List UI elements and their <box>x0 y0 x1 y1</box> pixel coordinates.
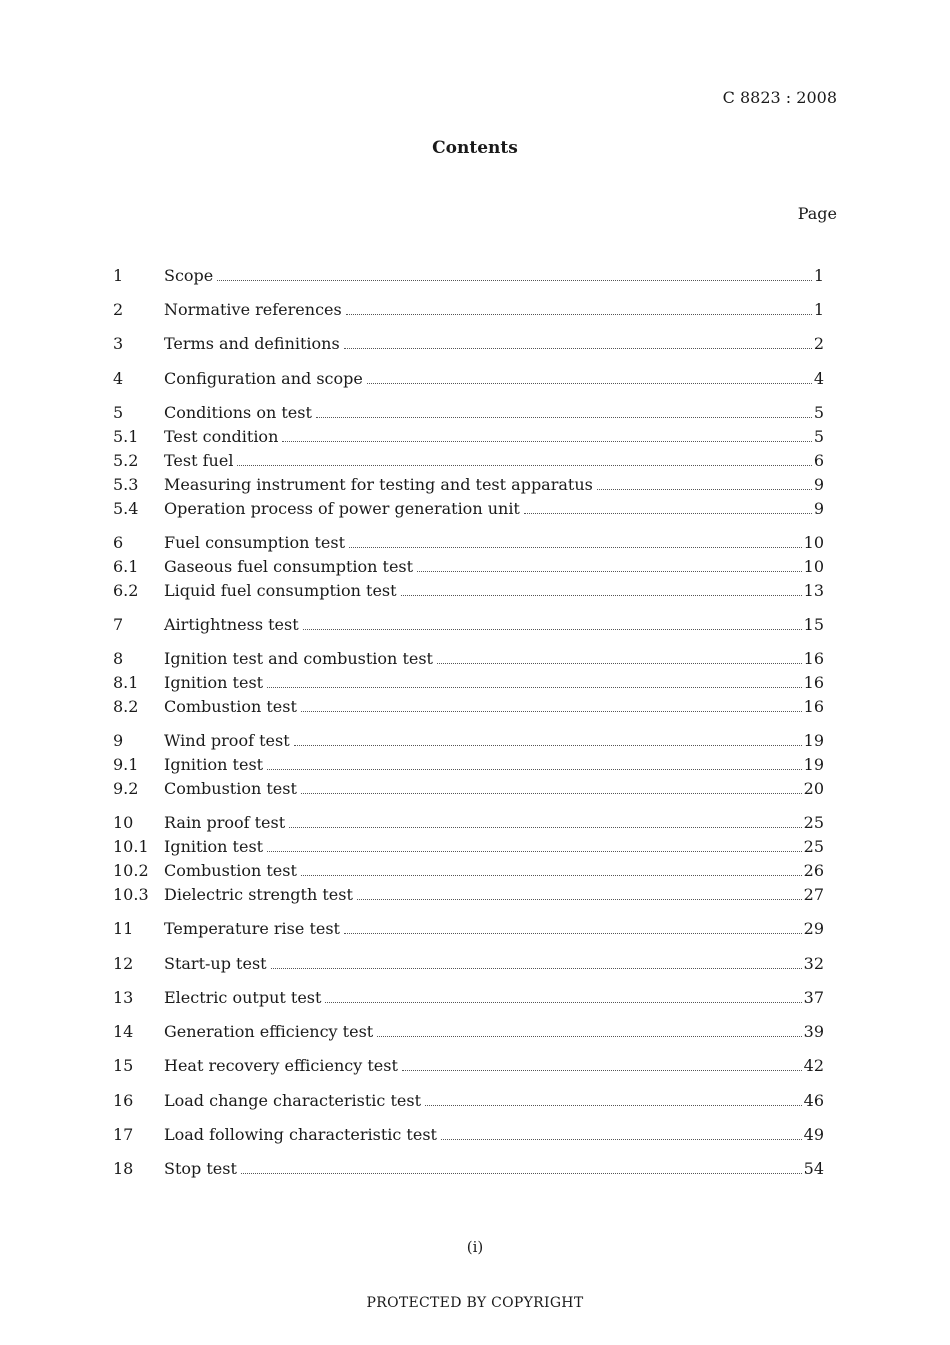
toc-entry[interactable] <box>113 859 824 883</box>
toc-entry-number: 5 <box>113 403 124 422</box>
toc-entry-page: 32 <box>803 954 824 973</box>
toc-entry-label: Configuration and scope <box>164 369 363 388</box>
toc-entry-number: 10.2 <box>113 861 149 880</box>
toc-entry-label: Stop test <box>164 1159 237 1178</box>
toc-entry-label: Measuring instrument for testing and test apparatus <box>164 475 593 494</box>
dot-leader <box>303 628 802 630</box>
toc-entry-page: 2 <box>813 334 824 353</box>
toc-entry-page: 4 <box>813 369 824 388</box>
toc-entry[interactable] <box>113 671 824 695</box>
toc-entry[interactable] <box>113 952 824 976</box>
toc-entry-label: Dielectric strength test <box>164 885 353 904</box>
toc-entry-label: Start-up test <box>164 954 267 973</box>
toc-entry-page: 29 <box>803 919 824 938</box>
toc-entry-label: Gaseous fuel consumption test <box>164 557 414 576</box>
toc-entry[interactable] <box>113 613 824 637</box>
toc-entry-label: Ignition test <box>164 755 264 774</box>
toc-entry-number: 1 <box>113 266 124 285</box>
toc-entry-number: 16 <box>113 1091 134 1110</box>
toc-entry-number: 11 <box>113 919 134 938</box>
dot-leader <box>349 546 802 548</box>
toc-entry-label: Scope <box>164 266 214 285</box>
toc-entry[interactable] <box>113 449 824 473</box>
toc-entry-label: Airtightness test <box>164 615 299 634</box>
dot-leader <box>289 826 801 828</box>
toc-entry-number: 5.4 <box>113 499 139 518</box>
dot-leader <box>597 488 812 490</box>
toc-entry[interactable] <box>113 777 824 801</box>
toc-entry-label: Test fuel <box>164 451 234 470</box>
toc-entry[interactable] <box>113 579 824 603</box>
dot-leader <box>294 744 802 746</box>
toc-entry-number: 9.2 <box>113 779 139 798</box>
toc-entry[interactable] <box>113 1157 824 1181</box>
toc-entry-number: 8 <box>113 649 124 668</box>
toc-entry-number: 5.1 <box>113 427 139 446</box>
toc-entry[interactable] <box>113 753 824 777</box>
toc-entry[interactable] <box>113 695 824 719</box>
toc-entry-label: Combustion test <box>164 861 297 880</box>
dot-leader <box>301 710 802 712</box>
toc-entry-page: 13 <box>803 581 824 600</box>
toc-entry-page: 5 <box>813 427 824 446</box>
toc-entry-number: 17 <box>113 1125 134 1144</box>
toc-entry-label: Liquid fuel consumption test <box>164 581 397 600</box>
dot-leader <box>377 1035 801 1037</box>
toc-entry-label: Load change characteristic test <box>164 1091 421 1110</box>
toc-entry-page: 26 <box>803 861 824 880</box>
toc-entry-page: 20 <box>803 779 824 798</box>
toc-entry-number: 15 <box>113 1056 134 1075</box>
dot-leader <box>402 1069 802 1071</box>
toc-entry-number: 6 <box>113 533 124 552</box>
toc-entry-number: 5.2 <box>113 451 139 470</box>
dot-leader <box>524 512 812 514</box>
toc-entry-label: Temperature rise test <box>164 919 340 938</box>
toc-entry-label: Test condition <box>164 427 279 446</box>
toc-entry[interactable] <box>113 555 824 579</box>
toc-entry[interactable] <box>113 1020 824 1044</box>
toc-entry[interactable] <box>113 497 824 521</box>
toc-entry-page: 1 <box>813 266 824 285</box>
toc-entry-number: 10.1 <box>113 837 149 856</box>
dot-leader <box>301 874 802 876</box>
toc-entry-page: 39 <box>803 1022 824 1041</box>
page-column-label: Page <box>797 204 837 223</box>
toc-entry[interactable] <box>113 531 824 555</box>
toc-entry-number: 7 <box>113 615 124 634</box>
toc-entry[interactable] <box>113 264 824 288</box>
toc-entry-page: 16 <box>803 673 824 692</box>
dot-leader <box>417 570 802 572</box>
toc-entry[interactable] <box>113 647 824 671</box>
toc-entry-number: 8.1 <box>113 673 139 692</box>
toc-entry[interactable] <box>113 425 824 449</box>
dot-leader <box>401 594 802 596</box>
dot-leader <box>237 464 811 466</box>
toc-entry-page: 42 <box>803 1056 824 1075</box>
toc-entry[interactable] <box>113 1123 824 1147</box>
toc-entry-number: 6.2 <box>113 581 139 600</box>
toc-entry-label: Electric output test <box>164 988 322 1007</box>
toc-entry[interactable] <box>113 1089 824 1113</box>
toc-entry[interactable] <box>113 729 824 753</box>
dot-leader <box>301 792 802 794</box>
toc-entry-page: 25 <box>803 813 824 832</box>
toc-entry-number: 5.3 <box>113 475 139 494</box>
toc-entry-number: 10.3 <box>113 885 149 904</box>
toc-entry-number: 9 <box>113 731 124 750</box>
toc-entry-number: 8.2 <box>113 697 139 716</box>
toc-entry-label: Operation process of power generation unit <box>164 499 520 518</box>
toc-entry-page: 5 <box>813 403 824 422</box>
toc-entry-number: 13 <box>113 988 134 1007</box>
toc-entry-label: Ignition test and combustion test <box>164 649 433 668</box>
toc-entry[interactable] <box>113 367 824 391</box>
dot-leader <box>217 279 812 281</box>
toc-entry-page: 27 <box>803 885 824 904</box>
dot-leader <box>425 1104 802 1106</box>
toc-entry[interactable] <box>113 473 824 497</box>
page-folio: (i) <box>466 1238 484 1256</box>
toc-entry-number: 10 <box>113 813 134 832</box>
dot-leader <box>267 686 802 688</box>
toc-entry[interactable] <box>113 401 824 425</box>
dot-leader <box>267 850 802 852</box>
dot-leader <box>271 967 802 969</box>
toc-entry-label: Load following characteristic test <box>164 1125 437 1144</box>
toc-entry-label: Combustion test <box>164 779 297 798</box>
toc-entry[interactable] <box>113 917 824 941</box>
toc-entry-page: 54 <box>803 1159 824 1178</box>
document-id: C 8823 : 2008 <box>722 88 837 107</box>
dot-leader <box>267 768 802 770</box>
dot-leader <box>344 347 812 349</box>
dot-leader <box>367 382 812 384</box>
toc-entry[interactable] <box>113 986 824 1010</box>
dot-leader <box>344 932 802 934</box>
toc-entry-page: 16 <box>803 697 824 716</box>
toc-entry[interactable] <box>113 298 824 322</box>
toc-entry-label: Combustion test <box>164 697 297 716</box>
toc-entry-number: 14 <box>113 1022 134 1041</box>
toc-entry-number: 18 <box>113 1159 134 1178</box>
toc-entry-label: Heat recovery efficiency test <box>164 1056 398 1075</box>
dot-leader <box>282 440 811 442</box>
toc-entry-label: Generation efficiency test <box>164 1022 374 1041</box>
dot-leader <box>357 898 802 900</box>
page-title: Contents <box>432 138 518 158</box>
dot-leader <box>441 1138 802 1140</box>
toc-entry[interactable] <box>113 811 824 835</box>
toc-entry-number: 9.1 <box>113 755 139 774</box>
toc-entry-number: 12 <box>113 954 134 973</box>
toc-entry-page: 9 <box>813 475 824 494</box>
toc-entry-label: Fuel consumption test <box>164 533 346 552</box>
toc-entry-label: Terms and definitions <box>164 334 340 353</box>
toc-entry-label: Rain proof test <box>164 813 286 832</box>
toc-entry-number: 2 <box>113 300 124 319</box>
toc-entry[interactable] <box>113 332 824 356</box>
dot-leader <box>325 1001 801 1003</box>
dot-leader <box>346 313 812 315</box>
toc-entry-page: 19 <box>803 731 824 750</box>
toc-entry-number: 6.1 <box>113 557 139 576</box>
toc-entry-label: Ignition test <box>164 673 264 692</box>
dot-leader <box>437 662 802 664</box>
toc-entry-label: Wind proof test <box>164 731 290 750</box>
toc-entry-page: 1 <box>813 300 824 319</box>
dot-leader <box>241 1172 802 1174</box>
toc-entry-page: 25 <box>803 837 824 856</box>
copyright-notice: PROTECTED BY COPYRIGHT <box>366 1295 584 1311</box>
toc-entry-page: 10 <box>803 533 824 552</box>
toc-entry[interactable] <box>113 1054 824 1078</box>
toc-entry-number: 3 <box>113 334 124 353</box>
toc-entry-number: 4 <box>113 369 124 388</box>
toc-entry-page: 9 <box>813 499 824 518</box>
toc-entry-page: 37 <box>803 988 824 1007</box>
toc-entry-page: 46 <box>803 1091 824 1110</box>
toc-entry-label: Normative references <box>164 300 342 319</box>
toc-entry-page: 6 <box>813 451 824 470</box>
toc-entry-label: Conditions on test <box>164 403 312 422</box>
toc-entry-page: 15 <box>803 615 824 634</box>
toc-entry-page: 16 <box>803 649 824 668</box>
toc-entry[interactable] <box>113 883 824 907</box>
toc-entry-page: 19 <box>803 755 824 774</box>
toc-entry-page: 10 <box>803 557 824 576</box>
toc-entry-label: Ignition test <box>164 837 264 856</box>
dot-leader <box>316 416 812 418</box>
toc-entry[interactable] <box>113 835 824 859</box>
toc-entry-page: 49 <box>803 1125 824 1144</box>
